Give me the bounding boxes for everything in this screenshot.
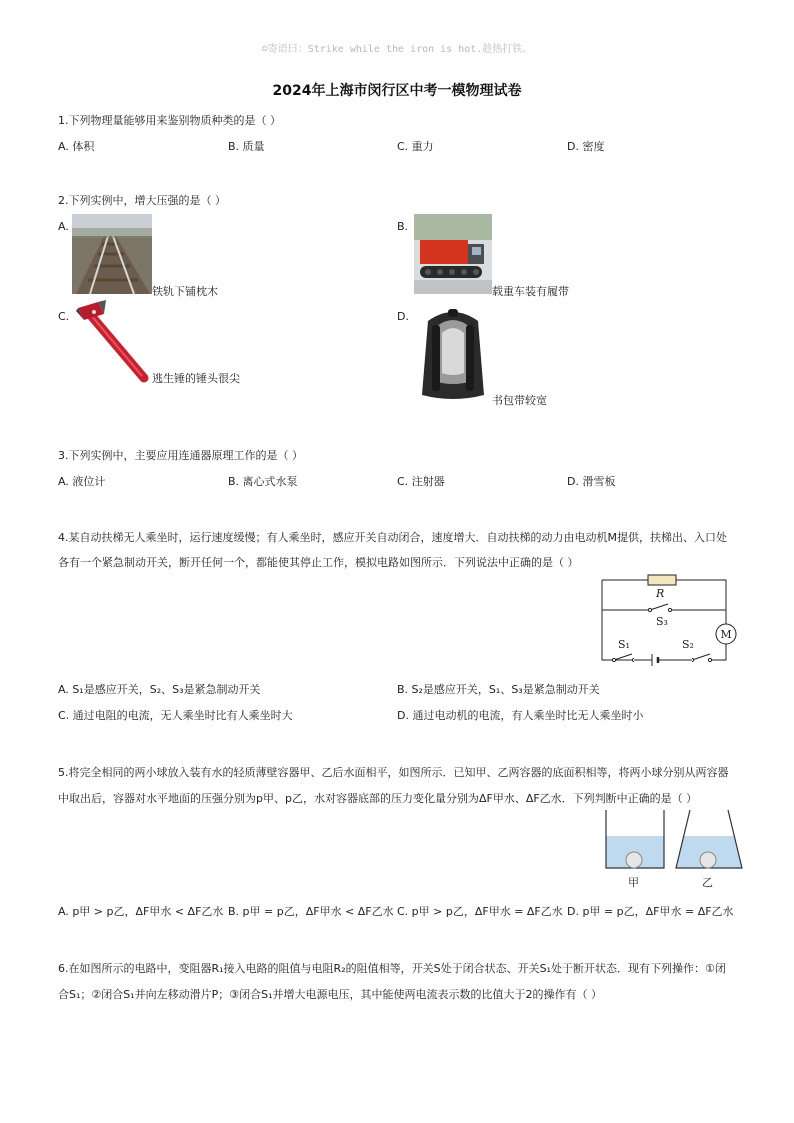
escalator-circuit-diagram: [594, 572, 740, 672]
q2-option-d-letter[interactable]: D.: [397, 310, 409, 323]
q4-option-d[interactable]: D. 通过电动机的电流，有人乘坐时比无人乘坐时小: [397, 709, 644, 722]
q4-option-c[interactable]: C. 通过电阻的电流，无人乘坐时比有人乘坐时大: [58, 709, 293, 722]
railway-sleepers-image: [72, 214, 152, 294]
question-3-stem: 3.下列实例中，主要应用连通器原理工作的是（ ）: [58, 449, 303, 462]
q5-option-c[interactable]: C. p甲 > p乙，ΔF甲水 = ΔF乙水: [397, 905, 563, 918]
q5-option-a[interactable]: A. p甲 > p乙，ΔF甲水 < ΔF乙水: [58, 905, 224, 918]
q1-option-c[interactable]: C. 重力: [397, 140, 434, 153]
question-5-line-1: 5.将完全相同的两小球放入装有水的轻质薄壁容器甲、乙后水面相平，如图所示．已知甲、乙两容器的底面积相等，将两小球分别从两容器: [58, 766, 729, 779]
page-title: 2024年上海市闵行区中考一模物理试卷: [272, 83, 522, 99]
question-4-line-1: 4.某自动扶梯无人乘坐时，运行速度缓慢；有人乘坐时，感应开关自动闭合，速度增大．自动扶梯的动力由电动机M提供，扶梯出、入口处: [58, 531, 727, 544]
motor-label: M: [720, 628, 732, 641]
container-yi-label: 乙: [702, 876, 713, 889]
question-4-line-2: 各有一个紧急制动开关，断开任何一个，都能使其停止工作，模拟电路如图所示．下列说法中正确的是（ ）: [58, 556, 579, 569]
q1-option-a[interactable]: A. 体积: [58, 140, 95, 153]
question-3-options: [58, 469, 758, 495]
q3-option-a[interactable]: A. 液位计: [58, 475, 106, 488]
q3-option-b[interactable]: B. 离心式水泵: [228, 475, 298, 488]
container-jia-label: 甲: [628, 876, 639, 889]
q1-option-d[interactable]: D. 密度: [567, 140, 605, 153]
header-motto: ☺寄语曰：Strike while the iron is hot.趁热打铁。: [261, 44, 533, 55]
switch-s3-label: S₃: [656, 615, 668, 628]
question-2-stem: 2.下列实例中，增大压强的是（ ）: [58, 194, 226, 207]
resistor-r: [648, 575, 676, 585]
q3-option-c[interactable]: C. 注射器: [397, 475, 445, 488]
q2-caption-c: 逃生锤的锤头很尖: [152, 372, 240, 385]
q5-option-d[interactable]: D. p甲 = p乙，ΔF甲水 = ΔF乙水: [567, 905, 734, 918]
q5-option-b[interactable]: B. p甲 = p乙，ΔF甲水 < ΔF乙水: [228, 905, 394, 918]
escape-hammer-image: [76, 298, 152, 384]
q2-option-b-letter[interactable]: B.: [397, 220, 409, 233]
q2-caption-b: 载重车装有履带: [492, 285, 569, 298]
question-1-options: [58, 134, 758, 160]
resistor-label: R: [656, 587, 665, 600]
containers-diagram: [600, 808, 745, 894]
q4-option-b[interactable]: B. S₂是感应开关，S₁、S₃是紧急制动开关: [397, 683, 600, 696]
question-1-stem: 1.下列物理量能够用来鉴别物质种类的是（ ）: [58, 114, 281, 127]
q2-option-c-letter[interactable]: C.: [58, 310, 70, 323]
question-6-line-2: 合S₁；②闭合S₁并向左移动滑片P；③闭合S₁并增大电源电压，其中能使两电流表示数的比值大于2的操作有（ ）: [58, 988, 603, 1001]
question-6-line-1: 6.在如图所示的电路中，变阻器R₁接入电路的阻值与电阻R₂的阻值相等，开关S处于闭合状态、开关S₁处于断开状态．现有下列操作：①闭: [58, 962, 726, 975]
q3-option-d[interactable]: D. 滑雪板: [567, 475, 616, 488]
q2-caption-d: 书包带较宽: [492, 394, 547, 407]
switch-s2-label: S₂: [682, 638, 694, 651]
switch-s1-label: S₁: [618, 638, 630, 651]
question-5-options: [58, 899, 758, 925]
tracked-truck-image: [414, 214, 492, 294]
q2-caption-a: 铁轨下铺枕木: [152, 285, 218, 298]
backpack-image: [414, 303, 492, 403]
q1-option-b[interactable]: B. 质量: [228, 140, 265, 153]
q4-option-a[interactable]: A. S₁是感应开关，S₂、S₃是紧急制动开关: [58, 683, 261, 696]
q2-option-a-letter[interactable]: A.: [58, 220, 69, 233]
question-4-options: [58, 677, 758, 729]
question-5-line-2: 中取出后，容器对水平地面的压强分别为p甲、p乙，水对容器底部的压力变化量分别为ΔF甲水、ΔF乙水．下列判断中正确的是（ ）: [58, 792, 698, 805]
